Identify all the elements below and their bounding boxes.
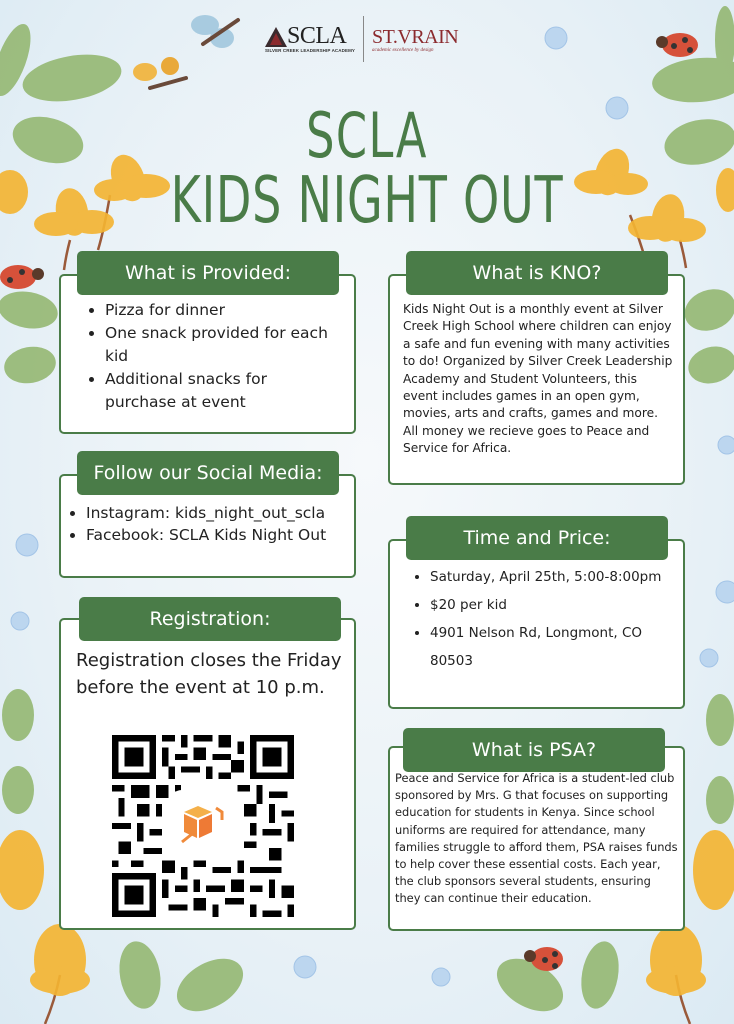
butterfly-blue-icon [191,15,238,48]
scla-logo [265,25,355,53]
psa-body: Peace and Service for Africa is a student-led club sponsored by Mrs. G that focuses on supporting education for students in Kenya. Since school uniforms are required for attendance, many families struggle to afford them, PSA raises funds to help cover these essential costs. Each year, the club sponsors several students, ensuring they can continue their education. [395,771,678,906]
registration-heading: Registration: [79,597,341,641]
st-vrain-logo [372,26,458,53]
time-price-heading: Time and Price: [406,516,668,560]
box-app-icon [178,802,228,848]
st-vrain-logo-subtitle: academic excellence by design [372,47,434,53]
social-item-instagram[interactable]: • Instagram: kids_night_out_scla [86,502,351,524]
kno-body: Kids Night Out is a monthly event at Silver Creek High School where children can enjoy a safe and fun evening with many activities to do! Organized by Silver Creek Leadership Academy and Student Volunteers, this event includes games in an open gym, movies, arts and crafts, games and more. All money we recieve goes to Peace and Service for Africa. [403,302,673,456]
page-title-line1: SCLA [306,99,428,172]
scla-logo-text: SCLA [287,23,347,49]
social-item-facebook[interactable]: • Facebook: SCLA Kids Night Out [86,524,351,546]
time-price-list [408,563,668,675]
scla-triangle-icon [265,27,287,47]
social-list [66,502,351,546]
price-item: • $20 per kid [430,591,668,619]
psa-heading: What is PSA? [403,728,665,772]
provided-item: • Pizza for dinner [105,299,343,322]
provided-item: • Additional snacks for purchase at event [105,368,343,414]
butterfly-yellow-icon [133,57,186,88]
scla-logo-subtitle: SILVER CREEK LEADERSHIP ACADEMY [265,48,356,53]
logo-divider [363,16,364,62]
ladybug-icon [656,33,698,57]
address-item: • 4901 Nelson Rd, Longmont, CO 80503 [430,619,668,675]
social-heading: Follow our Social Media: [77,451,339,495]
qr-center-logo [168,790,238,860]
st-vrain-logo-text: ST.VRAIN [372,25,459,48]
provided-item: • One snack provided for each kid [105,322,343,368]
header-logos [265,14,458,64]
time-item: • Saturday, April 25th, 5:00-8:00pm [430,563,668,591]
kno-heading: What is KNO? [406,251,668,295]
provided-list [83,299,343,414]
page-title-line2: KIDS NIGHT OUT [170,164,564,238]
registration-body: Registration closes the Friday before the event at 10 p.m. [76,650,342,698]
provided-heading: What is Provided: [77,251,339,295]
